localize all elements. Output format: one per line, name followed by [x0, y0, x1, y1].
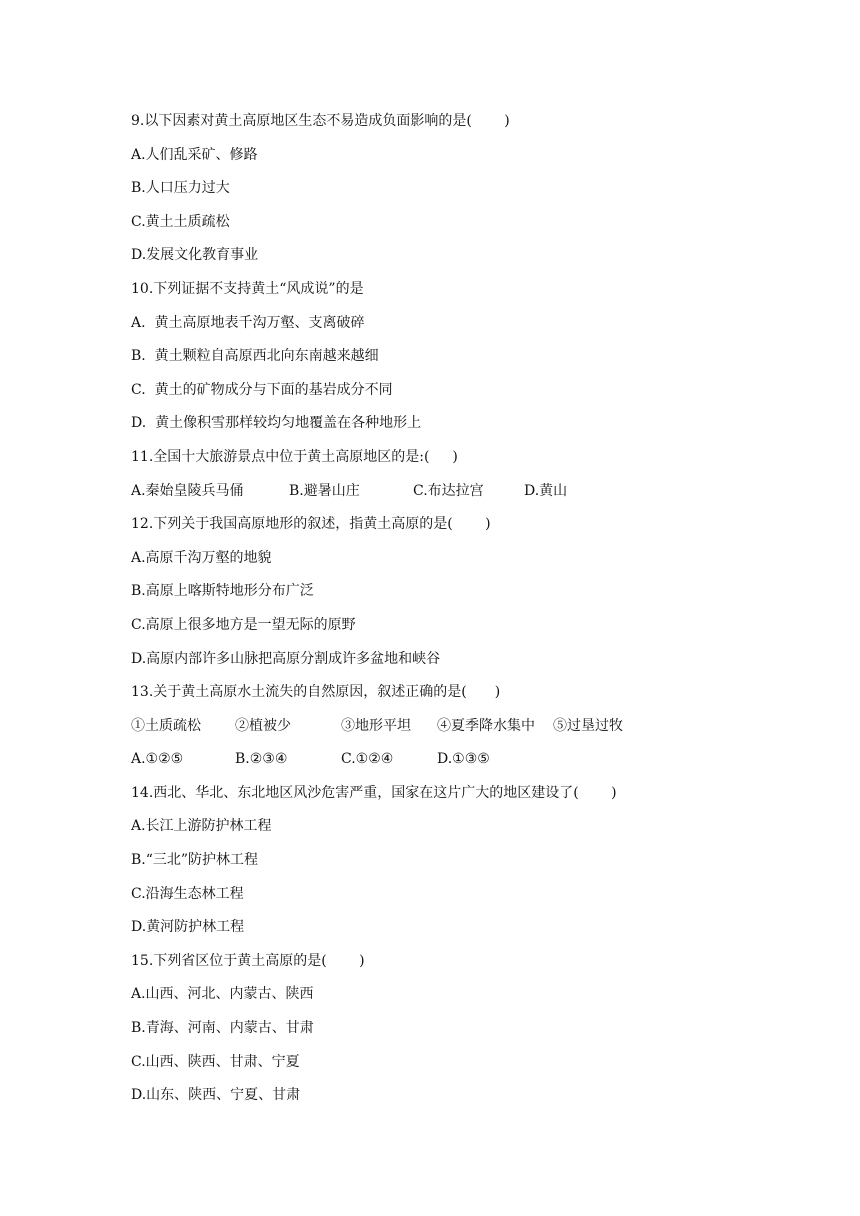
q10-option-a: A. 黄土高原地表千沟万壑、支离破碎 [131, 314, 365, 331]
q15-option-b: B.青海、河南、内蒙古、甘肃 [131, 1020, 314, 1037]
q11-option-a: A.秦始皇陵兵马俑 [131, 482, 244, 499]
q13-statements-row [131, 715, 771, 749]
q9-option-d: D.发展文化教育事业 [131, 247, 259, 264]
question-9-stem: 9.以下因素对黄土高原地区生态不易造成负面影响的是( ) [131, 113, 510, 129]
q11-option-d: D.黄山 [524, 482, 568, 499]
q13-statement-4: ④夏季降水集中 [437, 717, 535, 734]
q12-option-d: D.高原内部许多山脉把高原分割成许多盆地和峡谷 [131, 650, 441, 667]
question-13-stem: 13.关于黄土高原水土流失的自然原因，叙述正确的是( ) [131, 684, 501, 701]
q12-option-b: B.高原上喀斯特地形分布广泛 [131, 583, 314, 600]
q9-option-b: B.人口压力过大 [131, 180, 230, 197]
q13-statement-5: ⑤过垦过牧 [553, 717, 623, 734]
q11-options-row [131, 480, 771, 514]
q13-option-b: B.②③④ [235, 751, 288, 768]
question-12-stem: 12.下列关于我国高原地形的叙述，指黄土高原的是( ) [131, 516, 491, 533]
question-11-stem: 11.全国十大旅游景点中位于黄土高原地区的是:( ) [131, 448, 458, 465]
question-10-stem: 10.下列证据不支持黄土“风成说”的是 [131, 280, 364, 297]
q14-option-c: C.沿海生态林工程 [131, 885, 244, 902]
q10-option-c: C. 黄土的矿物成分与下面的基岩成分不同 [131, 381, 393, 398]
q13-option-c: C.①②④ [341, 751, 394, 768]
q13-statement-1: ①土质疏松 [131, 717, 201, 734]
q9-option-c: C.黄土土质疏松 [131, 213, 230, 230]
question-sheet [131, 110, 771, 1118]
q11-option-c: C.布达拉宫 [413, 482, 484, 499]
q14-option-a: A.长江上游防护林工程 [131, 818, 272, 835]
q15-option-d: D.山东、陕西、宁夏、甘肃 [131, 1087, 301, 1104]
q11-option-b: B.避暑山庄 [289, 482, 360, 499]
question-14-stem: 14.西北、华北、东北地区风沙危害严重，国家在这片广大的地区建设了( ) [131, 784, 617, 801]
q12-option-c: C.高原上很多地方是一望无际的原野 [131, 616, 356, 633]
q13-option-d: D.①③⑤ [437, 751, 490, 768]
q13-options-row [131, 748, 771, 782]
question-15-stem: 15.下列省区位于黄土高原的是( ) [131, 952, 365, 969]
q13-statement-2: ②植被少 [235, 717, 291, 734]
q12-option-a: A.高原千沟万壑的地貌 [131, 549, 272, 566]
q9-option-a: A.人们乱采矿、修路 [131, 146, 258, 163]
q15-option-c: C.山西、陕西、甘肃、宁夏 [131, 1053, 300, 1070]
q14-option-d: D.黄河防护林工程 [131, 919, 245, 936]
q14-option-b: B.“三北”防护林工程 [131, 852, 259, 869]
q10-option-b: B. 黄土颗粒自高原西北向东南越来越细 [131, 348, 379, 365]
q13-statement-3: ③地形平坦 [341, 717, 411, 734]
q10-option-d: D. 黄土像积雪那样较均匀地覆盖在各种地形上 [131, 415, 422, 432]
q13-option-a: A.①②⑤ [131, 751, 184, 768]
q15-option-a: A.山西、河北、内蒙古、陕西 [131, 986, 314, 1003]
